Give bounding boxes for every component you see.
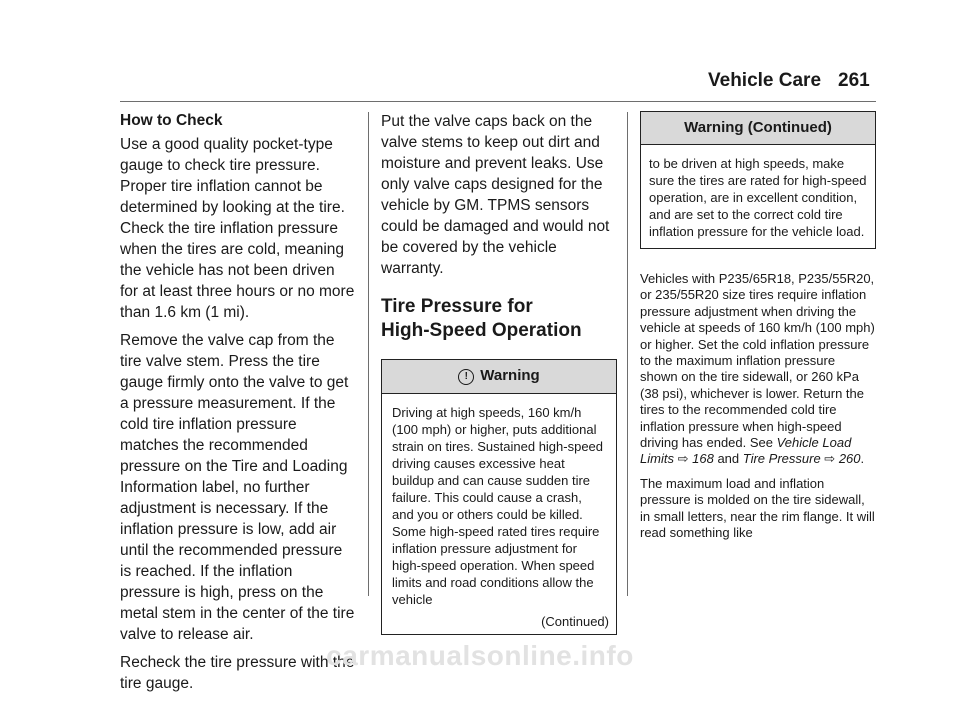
column-1 [120,111,355,701]
paragraph: Put the valve caps back on the valve stems to keep out dirt and moisture and prevent leaks. Use only valve caps designed for the vehicle by GM. TPMS sensors could be damaged and would not be covered by the vehicle warranty. [381,113,610,277]
warning-box-continued [640,111,876,249]
warning-box [381,359,617,635]
section-heading-line-1: Tire Pressure for [381,296,533,317]
page-ref-arrow-icon: ⇨ [824,451,836,467]
column-3 [640,111,876,550]
page-number: 261 [838,70,870,91]
sentence-end: . [860,451,865,467]
warning-icon: ! [458,369,474,385]
watermark: carmanualsonline.info [326,640,634,671]
header-rule [120,101,876,102]
cross-reference-link[interactable]: Vehicle Load Limits [640,435,852,467]
warning-body: Driving at high speeds, 160 km/h (100 mph) or higher, puts additional strain on tires. Sustained high-speed driving causes excessive heat buildup and can cause sudden tire failure. This could cause a crash, and you or others could be killed. Some high-speed rated tires require inflation pressure adjustment for high-speed operation. When speed limits and road conditions allow the vehicle [392,405,604,607]
continued-label: (Continued) [541,614,609,629]
column-divider [368,112,369,596]
running-header-title: Vehicle Care [708,70,822,91]
paragraph: Recheck the tire pressure with the tire gauge. [120,654,355,692]
warning-title: Warning [480,367,540,384]
cross-reference-page[interactable]: 260 [838,451,861,467]
warning-header: Warning (Continued) [641,112,875,145]
warning-body: to be driven at high speeds, make sure the tires are rated for high-speed operation, are in excellent condition, and are set to the correct cold tire inflation pressure for the vehicle load. [649,156,867,239]
conjunction: and [717,451,740,467]
cross-reference-page[interactable]: 168 [692,451,714,467]
paragraph: The maximum load and inflation pressure is molded on the tire sidewall, in small letters, near the rim flange. It will read something like [640,475,875,541]
warning-header [382,360,616,394]
paragraph-text: Vehicles with P235/65R18, P235/55R20, or 235/55R20 size tires require inflation pressure adjustment when driving the vehicle at speeds of 160 km/h (100 mph) or higher. Set the cold inflation pressure to the maximum inflation pressure shown on the tire sidewall, or 260 kPa (38 psi), whichever is lower. Return the tires to the recommended cold tire inflation pressure when high-speed driving has ended. See [640,271,875,451]
page-ref-arrow-icon: ⇨ [677,451,689,467]
section-heading [381,295,617,343]
paragraph [640,271,876,468]
section-heading-line-2: High-Speed Operation [381,320,582,341]
paragraph: Use a good quality pocket-type gauge to check tire pressure. Proper tire inflation cannot be determined by looking at the tire. Check the tire inflation pressure when the tires are cold, meaning the vehicle has not been driven for at least three hours or no more than 1.6 km (1 mi). [120,136,355,321]
subheading-how-to-check: How to Check [120,112,223,129]
column-divider [627,112,628,596]
column-2 [381,111,617,635]
cross-reference-link[interactable]: Tire Pressure [742,451,821,467]
paragraph: Remove the valve cap from the tire valve stem. Press the tire gauge firmly onto the valve to get a pressure measurement. If the cold tire inflation pressure matches the recommended pressure on the Tire and Loading Information label, no further adjustment is necessary. If the inflation pressure is low, add air until the recommended pressure is reached. If the inflation pressure is high, press on the metal stem in the center of the tire valve to release air. [120,332,355,643]
